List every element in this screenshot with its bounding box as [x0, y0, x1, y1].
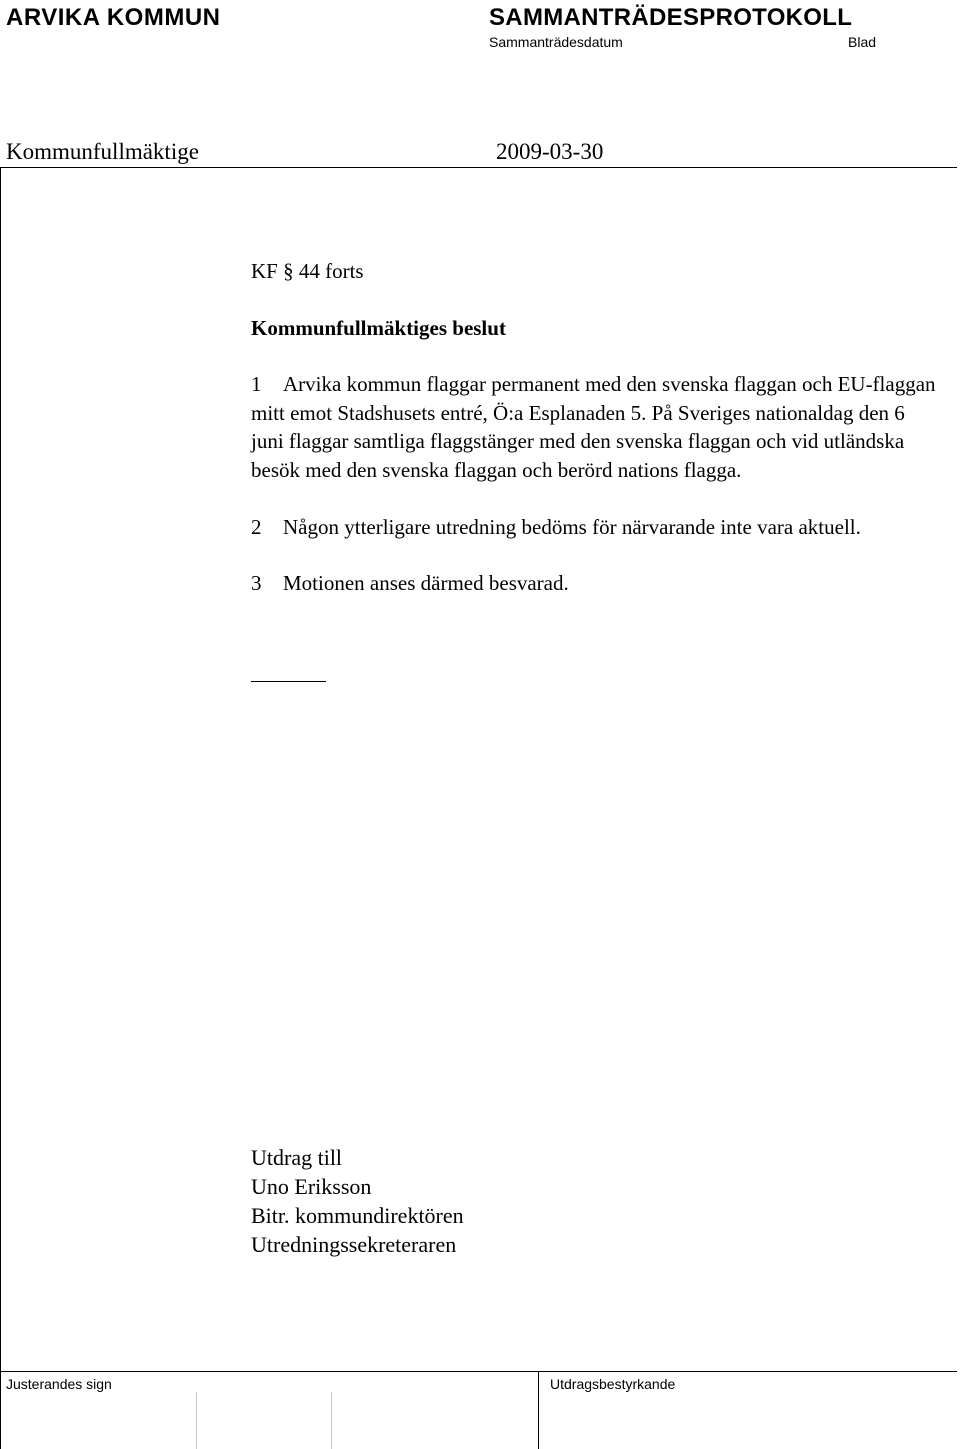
distribution-list: [251, 1143, 464, 1259]
signature-label: Justerandes sign: [6, 1376, 112, 1392]
decision-content: [251, 257, 941, 626]
item-text: Någon ytterligare utredning bedöms för närvarande inte vara aktuell.: [283, 514, 861, 539]
decision-item: [251, 569, 941, 598]
signature-box-divider: [196, 1392, 197, 1449]
decision-heading: Kommunfullmäktiges beslut: [251, 315, 506, 340]
item-text: Arvika kommun flaggar permanent med den svenska flaggan och EU-flaggan mitt emot Stadshusets entré, Ö:a Esplanaden 5. På Sveriges nationaldag den 6 juni flaggar samtliga flaggstänger med den svenska flaggan och vid utländska besök med den svenska flaggan och berörd nations flagga.: [251, 372, 936, 482]
organization-name: ARVIKA KOMMUN: [6, 4, 221, 31]
meeting-body: Kommunfullmäktige: [6, 139, 199, 164]
left-margin-line: [0, 167, 1, 1449]
meeting-date: 2009-03-30: [496, 139, 604, 164]
section-end-rule: [251, 681, 326, 682]
recipient: Utredningssekreteraren: [251, 1232, 457, 1257]
recipient: Bitr. kommundirektören: [251, 1203, 464, 1228]
distribution-label: Utdrag till: [251, 1145, 343, 1170]
header-divider: [0, 167, 957, 168]
decision-item: [251, 513, 941, 542]
item-text: Motionen anses därmed besvarad.: [283, 571, 569, 596]
decision-item: [251, 370, 941, 484]
sheet-label: Blad: [848, 34, 877, 50]
signature-box-divider: [331, 1392, 332, 1449]
item-number: 1: [251, 372, 262, 397]
recipient: Uno Eriksson: [251, 1174, 372, 1199]
meeting-date-label: Sammanträdesdatum: [489, 34, 623, 50]
extract-certification-label: Utdragsbestyrkande: [550, 1376, 676, 1392]
footer-column-divider: [538, 1371, 539, 1449]
footer-divider: [0, 1371, 957, 1372]
item-number: 3: [251, 571, 262, 596]
document-type: SAMMANTRÄDESPROTOKOLL: [489, 4, 853, 31]
case-reference: KF § 44 forts: [251, 259, 364, 283]
item-number: 2: [251, 514, 262, 539]
